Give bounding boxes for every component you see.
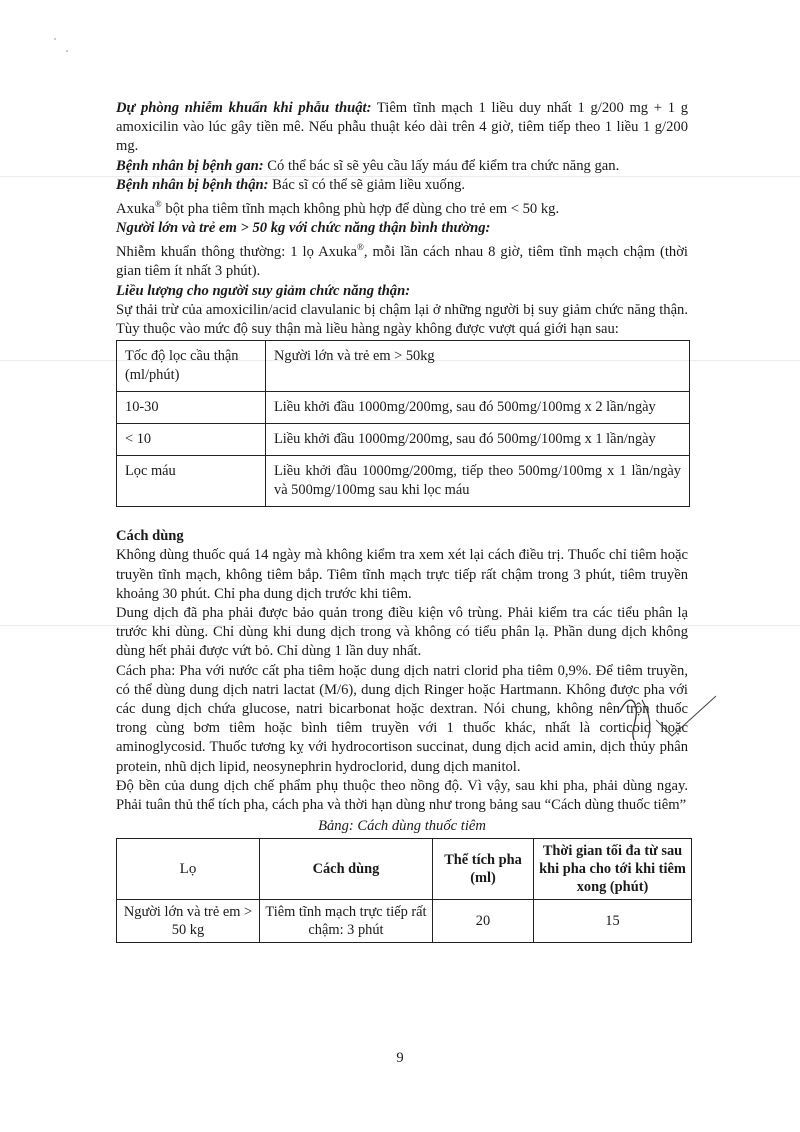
label-surgery-prophylaxis: Dự phòng nhiễm khuẩn khi phẫu thuật: [116, 100, 372, 116]
paragraph-kidney-disease [116, 176, 688, 195]
label-normal-renal: Người lớn và trẻ em > 50 kg với chức năng thận bình thường: [116, 220, 491, 237]
table-cell: 20 [433, 900, 534, 943]
paragraph-usage-4: Độ bền của dung dịch chế phẩm phụ thuộc theo nồng độ. Vì vậy, sau khi pha, phải dùng ngay. Phải tuân thủ thể tích pha, cách pha và thời hạn dùng như trong bảng sau “Cách dùng thuốc tiêm” [116, 777, 688, 813]
page-number: 9 [396, 1050, 404, 1066]
scan-speck [66, 50, 68, 52]
text-liver-disease: Có thể bác sĩ sẽ yêu cầu lấy máu để kiểm tra chức năng gan. [263, 157, 620, 174]
paragraph-renal-elimination [116, 301, 688, 339]
usage-table-caption: Bảng: Cách dùng thuốc tiêm [318, 818, 486, 835]
document-body [116, 99, 688, 943]
table-header-row [117, 839, 692, 900]
text-common-infection-a: Nhiễm khuẩn thông thường: 1 lọ Axuka [116, 244, 358, 261]
paragraph-normal-renal-heading [116, 219, 688, 238]
table-header-cell: Thể tích pha (ml) [433, 839, 534, 900]
table-cell: Người lớn và trẻ em > 50kg [266, 341, 690, 392]
scan-speck [54, 38, 56, 40]
text-not-for-children: bột pha tiêm tĩnh mạch không phù hợp để dùng cho trẻ em < 50 kg. [161, 200, 560, 217]
text-renal-elimination: Sự thải trừ của amoxicilin/acid clavulanic bị chậm lại ở những người bị suy giảm chức năng thận. Tùy thuộc vào mức độ suy thận mà liều hàng ngày không được vượt quá giới hạn sau: [116, 301, 688, 337]
table-row [117, 341, 690, 392]
table-cell: Tốc độ lọc cầu thận (ml/phút) [117, 341, 266, 392]
paragraph-not-for-children [116, 195, 688, 219]
paragraph-surgery-prophylaxis [116, 99, 688, 157]
table-row [117, 392, 690, 424]
text-kidney-disease: Bác sĩ có thể sẽ giảm liều xuống. [268, 176, 466, 193]
table-header-cell: Lọ [117, 839, 260, 900]
table-row [117, 424, 690, 456]
table-cell: < 10 [117, 424, 266, 456]
table-row [117, 900, 692, 943]
paragraph-liver-disease [116, 157, 688, 176]
label-liver-disease: Bệnh nhân bị bệnh gan: [116, 157, 264, 174]
label-kidney-disease: Bệnh nhân bị bệnh thận: [116, 176, 269, 193]
product-name: Axuka [116, 200, 155, 217]
table-header-cell: Cách dùng [260, 839, 433, 900]
text-surgery-prophylaxis: Tiêm tĩnh mạch 1 liều duy nhất 1 g/200 mg + 1 g amoxicilin vào lúc gây tiền mê. Nếu phẫu thuật kéo dài trên 4 giờ, tiêm tiếp theo 1 liều 1 g/200 mg. [116, 100, 689, 155]
paragraph-usage-1: Không dùng thuốc quá 14 ngày mà không kiểm tra xem xét lại cách điều trị. Thuốc chỉ tiêm hoặc truyền tĩnh mạch, không tiêm bắp. Tiêm tĩnh mạch trực tiếp rất chậm trong 3 phút, tiêm truyền khoảng 30 phút. Chỉ pha dung dịch trước khi tiêm. [116, 547, 688, 602]
table-cell: Tiêm tĩnh mạch trực tiếp rất chậm: 3 phút [260, 900, 433, 943]
registered-mark: ® [357, 242, 364, 253]
table-cell: Lọc máu [117, 456, 266, 507]
renal-dose-table [116, 340, 690, 507]
registered-mark: ® [154, 199, 162, 210]
handwritten-pen-mark [612, 690, 722, 750]
section-heading-usage: Cách dùng [116, 528, 184, 545]
table-cell: Liều khởi đầu 1000mg/200mg, tiếp theo 500mg/100mg x 1 lần/ngày và 500mg/100mg sau khi lọc máu [266, 456, 690, 507]
paragraph-renal-dose-heading [116, 282, 688, 301]
table-cell: 10-30 [117, 392, 266, 424]
text-common-infection-b: , mỗi lần cách nhau 8 giờ, tiêm tĩnh mạch chậm (thời gian tiêm ít nhất 3 phút). [116, 244, 688, 280]
paragraph-usage-2: Dung dịch đã pha phải được bảo quản trong điều kiện vô trùng. Phải kiểm tra các tiểu phân lạ trước khi dùng. Chỉ dùng khi dung dịch trong và không có tiểu phân lạ. Phần dung dịch không dùng hết phải được vứt bỏ. Chỉ dùng 1 lần duy nhất. [116, 604, 688, 660]
table-cell: Liều khởi đầu 1000mg/200mg, sau đó 500mg/100mg x 2 lần/ngày [266, 392, 690, 424]
label-renal-dose: Liều lượng cho người suy giảm chức năng thận: [116, 282, 411, 299]
table-header-cell: Thời gian tối đa từ sau khi pha cho tới khi tiêm xong (phút) [534, 839, 692, 900]
table-cell: 15 [534, 900, 692, 943]
table-row [117, 456, 690, 507]
table-cell: Liều khởi đầu 1000mg/200mg, sau đó 500mg/100mg x 1 lần/ngày [266, 424, 690, 456]
table-cell: Người lớn và trẻ em > 50 kg [117, 900, 260, 943]
paragraph-usage-3: Cách pha: Pha với nước cất pha tiêm hoặc dung dịch natri clorid pha tiêm 0,9%. Để tiêm truyền, có thể dùng dung dịch natri lactat (M/6), dung dịch Ringer hoặc Hartmann. Không được pha với các dung dịch chứa glucose, natri bicarbonat hoặc dextran. Nói chung, không nên trộn thuốc trong cùng bơm tiêm hoặc bình tiêm truyền với 1 thuốc khác, nhất là corticoid hoặc aminoglycosid. Thuốc tương kỵ với hydrocortison succinat, dung dịch acid amin, dịch thủy phân protein, nhũ dịch lipid, neosynephrin hydroclorid, dung dịch manitol. [116, 662, 688, 775]
injection-usage-table [116, 838, 692, 943]
paragraph-common-infection [116, 238, 688, 281]
